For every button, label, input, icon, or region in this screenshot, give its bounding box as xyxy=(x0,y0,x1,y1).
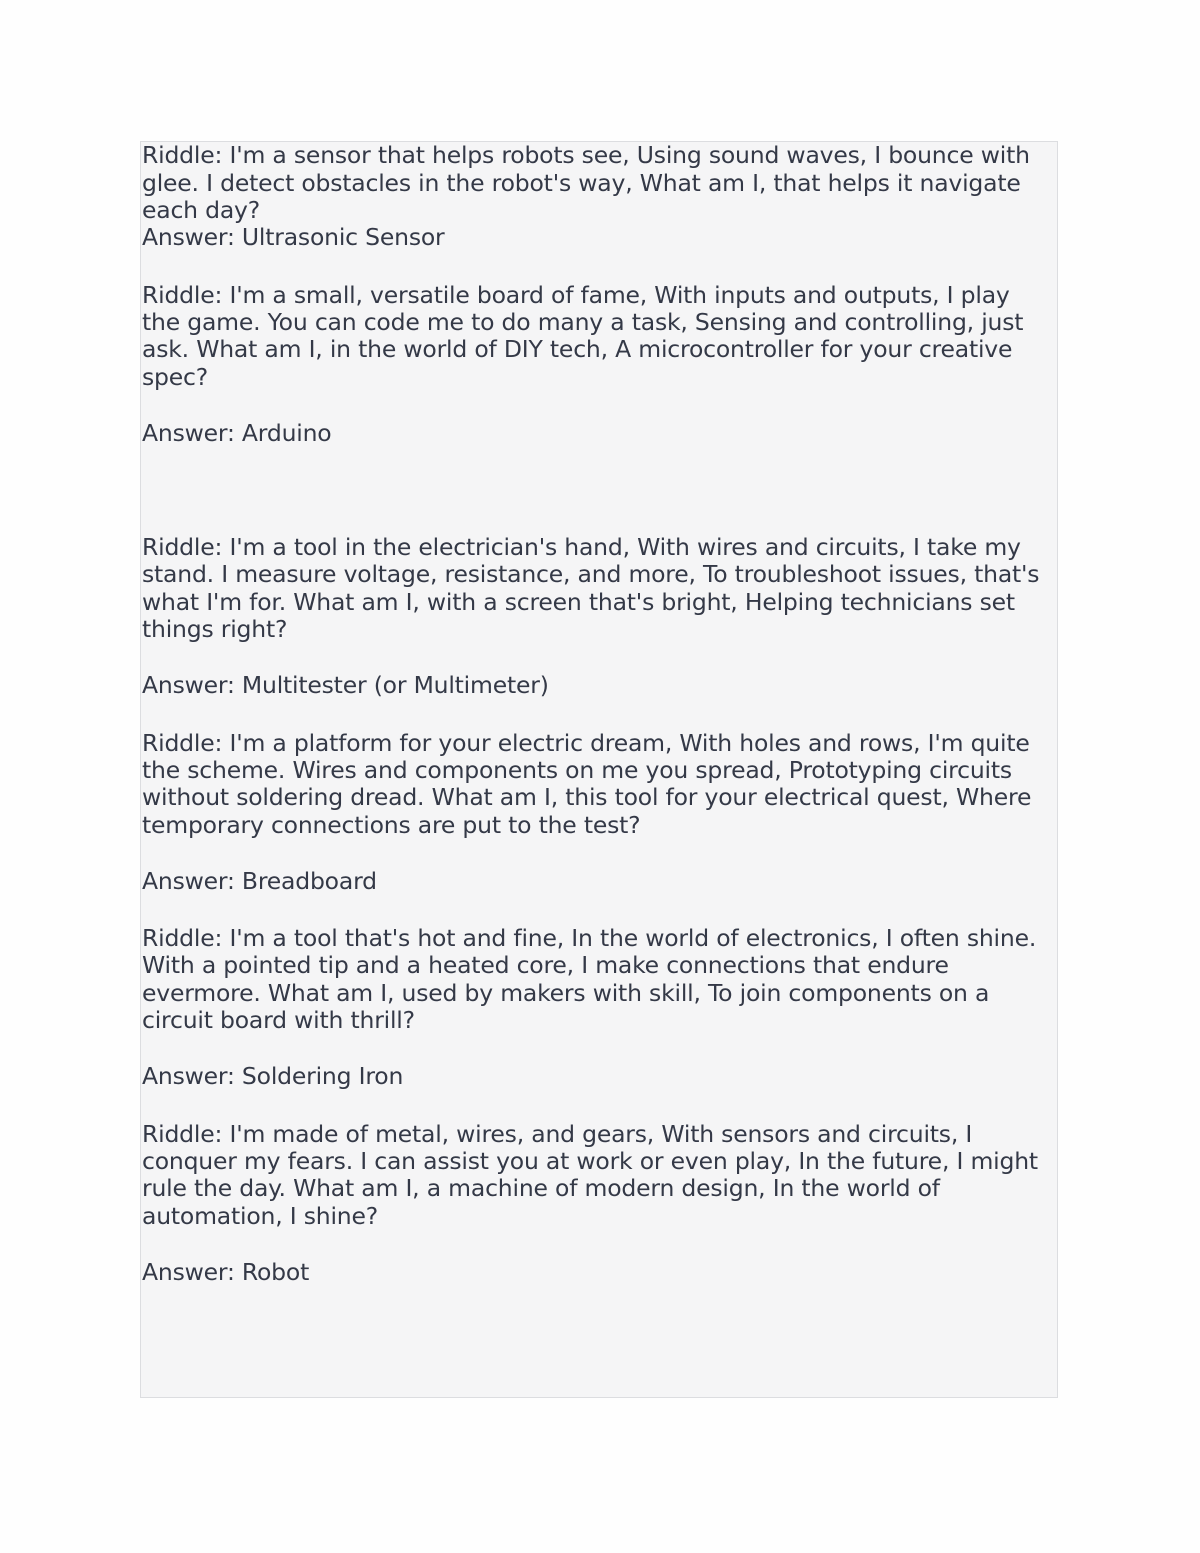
riddle-3-line-4: things right? xyxy=(142,615,288,643)
riddle-2-line-1: Riddle: I'm a small, versatile board of fame, With inputs and outputs, I play xyxy=(142,281,1010,309)
riddle-5-line-2: With a pointed tip and a heated core, I make connections that endure xyxy=(142,951,949,979)
riddle-5-line-4: circuit board with thrill? xyxy=(142,1006,415,1034)
answer-4: Answer: Breadboard xyxy=(142,867,377,895)
riddle-1-line-2: glee. I detect obstacles in the robot's way, What am I, that helps it navigate xyxy=(142,169,1021,197)
riddle-5-line-3: evermore. What am I, used by makers with skill, To join components on a xyxy=(142,979,990,1007)
riddle-6-line-4: automation, I shine? xyxy=(142,1202,379,1230)
riddle-4-line-4: temporary connections are put to the test? xyxy=(142,811,641,839)
riddle-2-line-4: spec? xyxy=(142,363,209,391)
riddle-2-line-3: ask. What am I, in the world of DIY tech, A microcontroller for your creative xyxy=(142,335,1013,363)
riddle-6-line-1: Riddle: I'm made of metal, wires, and gears, With sensors and circuits, I xyxy=(142,1120,973,1148)
riddle-6-line-3: rule the day. What am I, a machine of modern design, In the world of xyxy=(142,1174,940,1202)
answer-3: Answer: Multitester (or Multimeter) xyxy=(142,671,549,699)
answer-1: Answer: Ultrasonic Sensor xyxy=(142,223,445,251)
riddle-4-line-2: the scheme. Wires and components on me you spread, Prototyping circuits xyxy=(142,756,1012,784)
riddle-4-line-1: Riddle: I'm a platform for your electric dream, With holes and rows, I'm quite xyxy=(142,729,1030,757)
riddle-3-line-1: Riddle: I'm a tool in the electrician's hand, With wires and circuits, I take my xyxy=(142,533,1021,561)
riddle-2-line-2: the game. You can code me to do many a task, Sensing and controlling, just xyxy=(142,308,1024,336)
answer-5: Answer: Soldering Iron xyxy=(142,1062,404,1090)
riddle-6-line-2: conquer my fears. I can assist you at work or even play, In the future, I might xyxy=(142,1147,1038,1175)
riddle-3-line-2: stand. I measure voltage, resistance, and more, To troubleshoot issues, that's xyxy=(142,560,1040,588)
answer-6: Answer: Robot xyxy=(142,1258,310,1286)
riddle-4-line-3: without soldering dread. What am I, this tool for your electrical quest, Where xyxy=(142,783,1032,811)
riddle-5-line-1: Riddle: I'm a tool that's hot and fine, In the world of electronics, I often shine. xyxy=(142,924,1037,952)
riddle-1-line-3: each day? xyxy=(142,196,261,224)
answer-2: Answer: Arduino xyxy=(142,419,332,447)
riddle-1-line-1: Riddle: I'm a sensor that helps robots see, Using sound waves, I bounce with xyxy=(142,141,1030,169)
riddle-3-line-3: what I'm for. What am I, with a screen that's bright, Helping technicians set xyxy=(142,588,1015,616)
